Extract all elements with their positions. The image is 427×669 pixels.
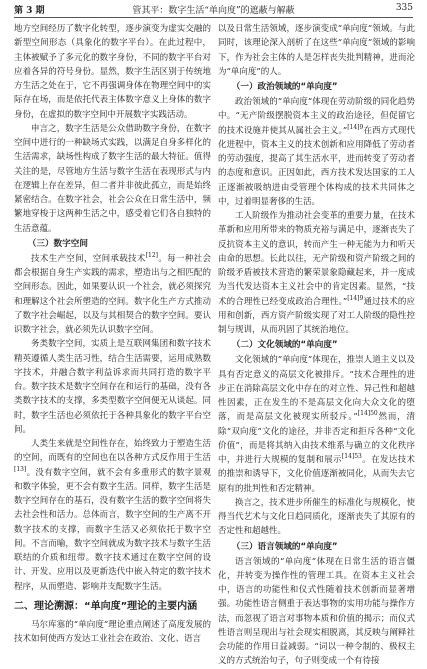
paragraph: 技术生产空间，空间承载技术[12]。每一种社会都会根据自身生产实践的需求，塑造出与之相匹配的空间形态。因此，如果要认识一个社会，就必须探究和理解这个社会所塑造的空间。数字化生产方式推动了数字社会崛起，以及与其相契合的数字空间。要认识数字社会，就必须先认识数字空间。 [14, 251, 211, 335]
page-number: 335 [395, 3, 413, 13]
paragraph: 地方空间经历了数字化转型，逐步演变为虚实交融的新型空间形态（具象化的数字平台）。在此过程中，主体被赋予了多元化的数字身份，不同的数字平台对应着各异的符号身份。显然，数字生活区别于传统地方生活之处在于，它不再强调身体在物理空间中的实际存在场，而是依托代表主体数字意义上身体的数字身份，在虚拟的数字空间中开展数字实践活动。 [14, 24, 211, 120]
paragraph: 务类数字空间，实质上是互联网集团和数字技术精英遵循人类生活习性，结合生活需要，运用成熟数字技术，并融合数字利益诉求而共同打造的数字平台。数字技术是数字空间存在和运行的基础，没有各类数字技术的支撑，多类型数字空间便无从谈起。同时，数字生活也必须依托于各种具象化的数字平台空间。 [14, 339, 211, 435]
subsection-heading: （二）文化领域的“单向度” [231, 340, 338, 351]
citation-marker: [14]9 [347, 294, 364, 302]
citation-marker: [14]50 [357, 410, 378, 418]
paragraph: 人类生来就是空间性存在，始终致力于塑造生活的空间，而既有的空间也在以各种方式反作用于生活[13]。没有数字空间，就不会有多重形式的数字景观和数字体验，更不会有数字生活。同样，数字生活是数字空间存在的基石，没有数字生活的数字空间将失去社会性和活力。总体而言，数字空间的生产离不开数字技术的支撑，而数字生活又必须依托于数字空间。不言而喻，数字空间就成为数字技术与数字生活联结的介质和纽带。数字技术通过在数字空间的设计、开发、应用以及更新迭代中嵌入特定的数字技术程序，从而塑造、影响并支配数字生活。 [14, 439, 211, 592]
paragraph: 马尔库塞的“单向度”理论重点阐述了高度发展的技术如何使西方发达工业社会在政治、文化、语言 [14, 619, 211, 644]
paragraph: 工人阶级作为推动社会变革的重要力量，在技术革新和应用所带来的物质充裕与满足中，逐渐丧失了反抗资本主义的意识，转而产生一种无能为力和听天由命的思想。长此以往，无产阶级和资产阶级之间的阶级矛盾被技术营造的繁荣景象隐藏起来，并一度成为当代发达资本主义社会中的肯定因素。显然，“技术的合理性已经变成政治合理性。”$^{[14]9}$通过技术的应用和创新，西方资产阶级实现了对工人阶级的隐性控制与规训，从而巩固了其统治地位。 [218, 211, 415, 335]
paragraph: 文化领域的“单向度”体现在，推崇人道主义以及具有否定意义的高层文化被排斥。“技术合理性的进步正在消除高层文化中存在的对立性、异己性和超越性因素，正在发生的不是高层文化向大众文化的堕落，而是高层文化被现实所驳斥。”$^{[14]50}$然而，清除“双向度”文化的途径，并非否定和拒斥各种“文化价值”，而是将其纳入由技术维系与确立的文化秩序中，并进行大规模的复制和展示$^{[14]53}$。在发达技术的推崇和诱导下，文化价值逐渐被同化，从而失去它原有的批判性和否定精神。 [218, 355, 415, 494]
section-heading: 二、理论溯源：“单向度”理论的主要内涵 [14, 600, 198, 612]
paragraph: 以及日常生活领域，逐步演变成“单向度”领域。与此同时，该理论深入剖析了在这些“单向度”领域的影响下，作为社会主体的人是怎样丧失批判精神，进而沦为“单向度”的人。 [218, 24, 415, 77]
paragraph: 申言之，数字生活是公众借助数字身份，在数字空间中进行的一种缺场式实践，以满足自身多样化的生活需求，缺场性构成了数字生活的最大特征。值得关注的是，尽管地方生活与数字生活在表现形式与内在逻辑上存在差异，但二者并非彼此孤立，而是始终紧密结合。在数字社会，社会公众在日常生活中，频繁地穿梭于这两种生活之中，感受着它们各自独特的生活意蕴。 [14, 123, 211, 234]
running-header [14, 0, 413, 18]
subsection-heading: （一）政治领域的“单向度” [231, 82, 338, 92]
citation-marker: [14]9 [347, 123, 364, 131]
left-column [14, 22, 211, 644]
paragraph: 换言之，技术进步所催生的标准化与规模化，使得当代艺术与文化日趋同质化，逐渐丧失了其原有的否定性和超越性。 [218, 497, 415, 537]
subsection-heading: （三）数字空间 [27, 238, 88, 249]
citation-marker: [12] [145, 251, 159, 259]
issue-number: 第 3 期 [14, 6, 45, 16]
subsection-heading: （三）语言领域的“单向度” [231, 541, 338, 552]
running-title: 管其平：数字生活“单向度”的遮蔽与解蔽 [132, 6, 295, 16]
paragraph: 政治领域的“单向度”体现在劳动阶级的同化趋势中。“无产阶级摆脱资本主义的政治途径，但促留它的技术设施并使其从属社会主义。”$^{[14]9}$在西方式现代化进程中，资本主义的技术创新和应用降低了劳动者的劳动强度，提高了其生活水平，进而转变了劳动者的态度和意识。正因如此，西方技术发达国家的工人正逐渐被吸纳进由受管理个体构成的技术共同体之中，过着明显奢侈的生活。 [218, 97, 415, 207]
paragraph: 语言领域的“单向度”体现在日常生活的语言僵化，并转变为操作性的管理工具。在资本主义社会中，语言的功能性和仪式性随着技术创新而显著增强。功能性语言侧重于表达事物的实用功能与操作方法，而忽视了语言对事物本质和价值的揭示；而仪式性语言则呈现出与社会现实相脱离，其反映与阐释社会功能的作用日益减弱。“词以一种令制的、极权主义的方式统治句子，句子则变成一个有待接 [218, 556, 415, 667]
citation-marker: [13] [14, 465, 27, 473]
citation-marker: [14]53 [341, 453, 362, 461]
right-column [218, 22, 415, 667]
